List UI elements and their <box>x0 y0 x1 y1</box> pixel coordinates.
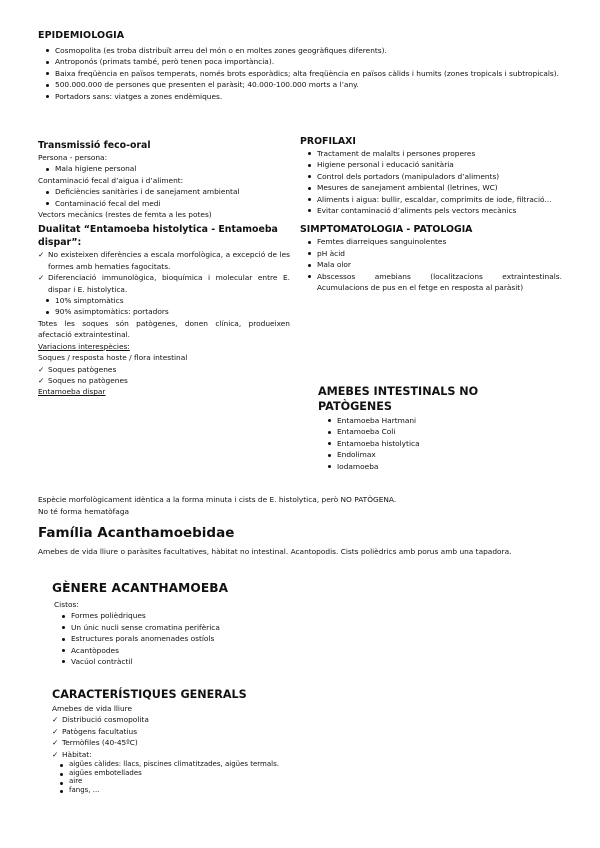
list-item: Entamoeba Coli <box>326 426 568 437</box>
list-item: 500.000.000 de persones que presenten el paràsit; 40.000-100.000 morts a l’any. <box>44 79 572 90</box>
caracteristiques-heading: CARACTERÍSTIQUES GENERALS <box>52 688 247 701</box>
dualitat-heading: Dualitat “Entamoeba histolytica - Entamoeba dispar”: <box>38 224 278 249</box>
list-item: aigües càlides: llacs, piscines climatitzades, aigües termals. <box>58 760 412 769</box>
caracteristiques-check: ✓ Patògens facultatius <box>52 726 412 737</box>
epidemiologia-heading: EPIDEMIOLOGIA <box>38 30 125 41</box>
amebes-section <box>318 384 568 472</box>
list-item: aire <box>58 777 412 786</box>
amebes-heading-line1: AMEBES INTESTINALS NO <box>318 385 479 398</box>
list-item: Abscessos amebians (localitzacions extraintestinals. Acumulacions de pus en el fetge en resposta al paràsit) <box>306 271 562 294</box>
caracteristiques-section <box>52 703 412 794</box>
list-item: Formes polièdriques <box>60 610 384 621</box>
list-item: Deficiències sanitàries i de sanejament ambiental <box>44 186 254 197</box>
list-item: Mala olor <box>306 259 562 270</box>
list-item: Portadors sans: viatges a zones endèmiques. <box>44 91 572 102</box>
cistos-list <box>60 610 384 667</box>
list-item: Aliments i aigua: bullir, escaldar, comprimits de iode, filtració... <box>306 194 562 205</box>
contaminacio-list <box>44 186 254 209</box>
totes-soques-text: Totes les soques són patògenes, donen clínica, produeixen afectació extraintestinal. <box>38 318 290 340</box>
genere-section <box>54 599 384 667</box>
simptomatologia-list <box>306 236 562 293</box>
profilaxi-section <box>300 135 562 293</box>
soques-patogenes-check: ✓ Soques patògenes <box>38 364 294 375</box>
epidemiologia-list <box>44 45 572 102</box>
list-item: Entamoeba histolytica <box>326 438 568 449</box>
caracteristiques-check: ✓ Termòfiles (40-45ºC) <box>52 737 412 748</box>
caracteristiques-check: ✓ Hàbitat: <box>52 749 412 760</box>
genere-heading: GÈNERE ACANTHAMOEBA <box>52 581 229 595</box>
transmissio-section <box>38 140 294 398</box>
dualitat-check-morfologia: ✓ No existeixen diferències a escala morfològica, a excepció de les formes amb hematies fagocitats. <box>38 249 290 272</box>
profilaxi-list <box>306 148 562 216</box>
list-item: Iodamoeba <box>326 461 568 472</box>
list-item: Evitar contaminació d’aliments pels vectors mecànics <box>306 205 562 216</box>
list-item: Control dels portadors (manipuladors d’aliments) <box>306 171 562 182</box>
dualitat-list <box>44 295 294 318</box>
transmissio-heading: Transmissió feco-oral <box>38 140 151 151</box>
soques-text: Soques / resposta hoste / flora intestinal <box>38 353 188 363</box>
list-item: Vacúol contràctil <box>60 656 384 667</box>
variacions-label: Variacions interespècies: <box>38 341 130 351</box>
simptomatologia-heading: SIMPTOMATOLOGIA - PATOLOGIA <box>300 224 473 236</box>
cistos-label: Cistos: <box>54 600 79 609</box>
caracteristiques-check: ✓ Distribució cosmopolita <box>52 714 412 725</box>
list-item: Entamoeba Hartmani <box>326 415 568 426</box>
soques-no-patogenes-check: ✓ Soques no patògenes <box>38 375 294 386</box>
amebes-list <box>326 415 568 472</box>
caracteristiques-intro: Amebes de vida lliure <box>52 704 133 713</box>
amebes-heading-line2: PATÒGENES <box>318 400 392 413</box>
list-item: Higiene personal i educació sanitària <box>306 159 562 170</box>
list-item: Femtes diarreiques sanguinolentes <box>306 236 562 247</box>
list-item: Baixa freqüència en països temperats, només brots esporàdics; alta freqüència en països càlids i humits (zones tropicals i subtropicals). <box>44 68 572 79</box>
contaminacio-label: Contaminació fecal d’aigua i d’aliment: <box>38 175 184 185</box>
list-item: fangs, ... <box>58 786 412 795</box>
persona-label: Persona - persona: <box>38 153 108 162</box>
persona-list <box>44 163 294 174</box>
list-item: Estructures porals anomenades ostíols <box>60 633 384 644</box>
list-item: aigües embotellades <box>58 769 412 778</box>
list-item: Mala higiene personal <box>44 163 294 174</box>
list-item: Un únic nucli sense cromatina perifèrica <box>60 622 384 633</box>
dispar-description: Espècie morfològicament idèntica a la forma minuta i cists de E. histolytica, però NO PATÒGENA. <box>38 495 397 504</box>
list-item: Mesures de sanejament ambiental (letrines, WC) <box>306 182 562 193</box>
dualitat-check-diferenciacio: ✓ Diferenciació immunològica, bioquímica i molecular entre E. dispar i E. histolytica. <box>38 272 290 295</box>
list-item: 10% simptomàtics <box>44 295 294 306</box>
list-item: Contaminació fecal del medi <box>44 198 254 209</box>
list-item: Antroponós (primats també, però tenen poca importància). <box>44 56 572 67</box>
dispar-label: Entamoeba dispar <box>38 387 106 397</box>
profilaxi-heading: PROFILAXI <box>300 136 356 147</box>
list-item: Acantòpodes <box>60 645 384 656</box>
list-item: Cosmopolita (es troba distribuït arreu del món o en moltes zones geogràfiques diferents). <box>44 45 572 56</box>
list-item: Tractament de malalts i persones properes <box>306 148 562 159</box>
list-item: Endolimax <box>326 449 568 460</box>
familia-description: Amebes de vida lliure o paràsites facultatives, hàbitat no intestinal. Acantopodis. Cists polièdrics amb porus amb una tapadora. <box>38 547 512 556</box>
list-item: 90% asimptomàtics: portadors <box>44 306 294 317</box>
vectors-text: Vectors mecànics (restes de femta a les potes) <box>38 210 212 220</box>
habitat-list <box>58 760 412 794</box>
familia-heading: Família Acanthamoebidae <box>38 525 235 541</box>
dispar-description-2: No té forma hematòfaga <box>38 507 130 516</box>
list-item: pH àcid <box>306 248 562 259</box>
